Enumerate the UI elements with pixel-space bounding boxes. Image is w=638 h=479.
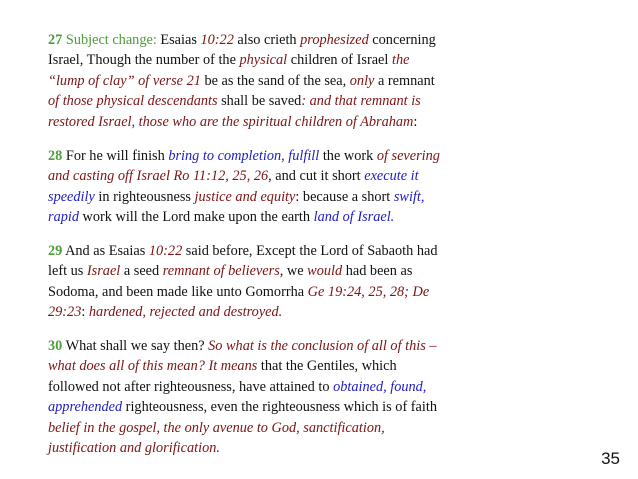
- text-line: [48, 397, 608, 417]
- commentary-text: : and that remnant is: [301, 93, 421, 110]
- text-line: [48, 112, 608, 132]
- text-line: [48, 146, 608, 166]
- verse-30-paragraph: [48, 336, 608, 458]
- slide-number: 35: [601, 449, 620, 468]
- commentary-text: would: [307, 263, 343, 280]
- alternate-translation: execute it: [364, 168, 419, 185]
- text-run: For he will finish: [62, 148, 169, 164]
- text-line: [48, 438, 608, 458]
- subject-note: Subject change:: [65, 32, 161, 48]
- text-line: [48, 261, 608, 281]
- verse-number: 28: [48, 148, 63, 164]
- verse-number: 30: [48, 338, 63, 354]
- text-run: a remnant: [374, 72, 435, 89]
- text-run: also crieth: [233, 32, 301, 48]
- text-run: What shall we say then?: [62, 338, 209, 354]
- verse-number: 27: [48, 32, 66, 48]
- commentary-text: Israel: [86, 263, 121, 280]
- verse-28-paragraph: [48, 146, 608, 228]
- text-run: And as Esaias: [62, 243, 149, 259]
- commentary-text: remnant of believers: [162, 263, 280, 280]
- text-run: be as the sand of the sea,: [200, 72, 350, 89]
- text-run: work will the Lord make upon the earth: [78, 209, 314, 226]
- text-run: shall be saved: [217, 93, 302, 110]
- commentary-text: Ro 11:12, 25, 26: [173, 168, 269, 185]
- text-run: the work: [319, 148, 377, 164]
- commentary-text: and casting off Israel: [48, 168, 170, 185]
- commentary-text: 10:22: [200, 32, 234, 48]
- commentary-text: of those physical descendants: [48, 93, 218, 110]
- alternate-translation: speedily: [48, 188, 95, 205]
- alternate-translation: swift,: [393, 188, 425, 205]
- text-line: [48, 377, 608, 397]
- commentary-text: 29:23: [48, 304, 82, 321]
- text-line: [48, 241, 608, 261]
- text-run: said before, Except the Lord of Sabaoth had: [182, 243, 438, 259]
- text-run: followed not after righteousness, have attained to: [48, 378, 334, 395]
- text-run: had been as: [342, 263, 413, 280]
- alternate-translation: bring to completion, fulfill: [168, 148, 320, 164]
- text-line: [48, 166, 608, 186]
- commentary-text: physical: [239, 52, 288, 69]
- text-run: : because a short: [295, 188, 394, 205]
- commentary-text: belief in the gospel, the only avenue to God, sanctification,: [48, 419, 385, 436]
- commentary-text: hardened, rejected and destroyed.: [88, 304, 283, 321]
- verse-number: 29: [48, 243, 63, 259]
- text-run: Sodoma, and been made like unto Gomorrha: [48, 283, 308, 300]
- alternate-translation: apprehended: [48, 399, 123, 416]
- verse-29-paragraph: [48, 241, 608, 323]
- text-run: that the Gentiles, which: [257, 358, 397, 375]
- text-run: a seed: [120, 263, 163, 280]
- text-line: [48, 282, 608, 302]
- text-line: [48, 207, 608, 227]
- text-line: [48, 356, 608, 376]
- text-line: [48, 302, 608, 322]
- commentary-text: restored Israel, those who are the spiritual children of Abraham: [48, 113, 414, 130]
- text-run: :: [81, 304, 89, 321]
- text-run: children of Israel: [287, 52, 392, 69]
- text-run: concerning: [368, 32, 436, 48]
- text-run: , and cut it short: [268, 168, 365, 185]
- text-line: [48, 30, 608, 50]
- text-run: Israel, Though the number of the: [48, 52, 240, 69]
- text-run: righteousness, even the righteousness which is of faith: [122, 399, 437, 416]
- text-line: [48, 418, 608, 438]
- commentary-text: justice and equity: [194, 188, 296, 205]
- commentary-text: of severing: [376, 148, 440, 164]
- alternate-translation: rapid: [48, 209, 79, 226]
- text-run: left us: [48, 263, 87, 280]
- text-line: [48, 336, 608, 356]
- commentary-text: only: [349, 72, 375, 89]
- commentary-text: justification and glorification.: [48, 440, 220, 457]
- commentary-text: prophesized: [300, 32, 369, 48]
- text-run: :: [413, 113, 418, 130]
- commentary-text: “lump of clay” of verse 21: [48, 72, 201, 89]
- commentary-text: So what is the conclusion of all of this –: [208, 338, 437, 354]
- commentary-text: the: [391, 52, 410, 69]
- text-run: in righteousness: [94, 188, 195, 205]
- commentary-text: what does all of this mean? It means: [48, 358, 258, 375]
- text-line: [48, 71, 608, 91]
- text-line: [48, 187, 608, 207]
- commentary-text: 10:22: [148, 243, 183, 259]
- verse-27-paragraph: [48, 30, 608, 132]
- alternate-translation: obtained, found,: [333, 378, 427, 395]
- commentary-text: Ge 19:24, 25, 28; De: [307, 283, 430, 300]
- text-run: Esaias: [160, 32, 201, 48]
- text-run: , we: [279, 263, 308, 280]
- alternate-translation: land of Israel.: [313, 209, 395, 226]
- text-line: [48, 91, 608, 111]
- text-line: [48, 50, 608, 70]
